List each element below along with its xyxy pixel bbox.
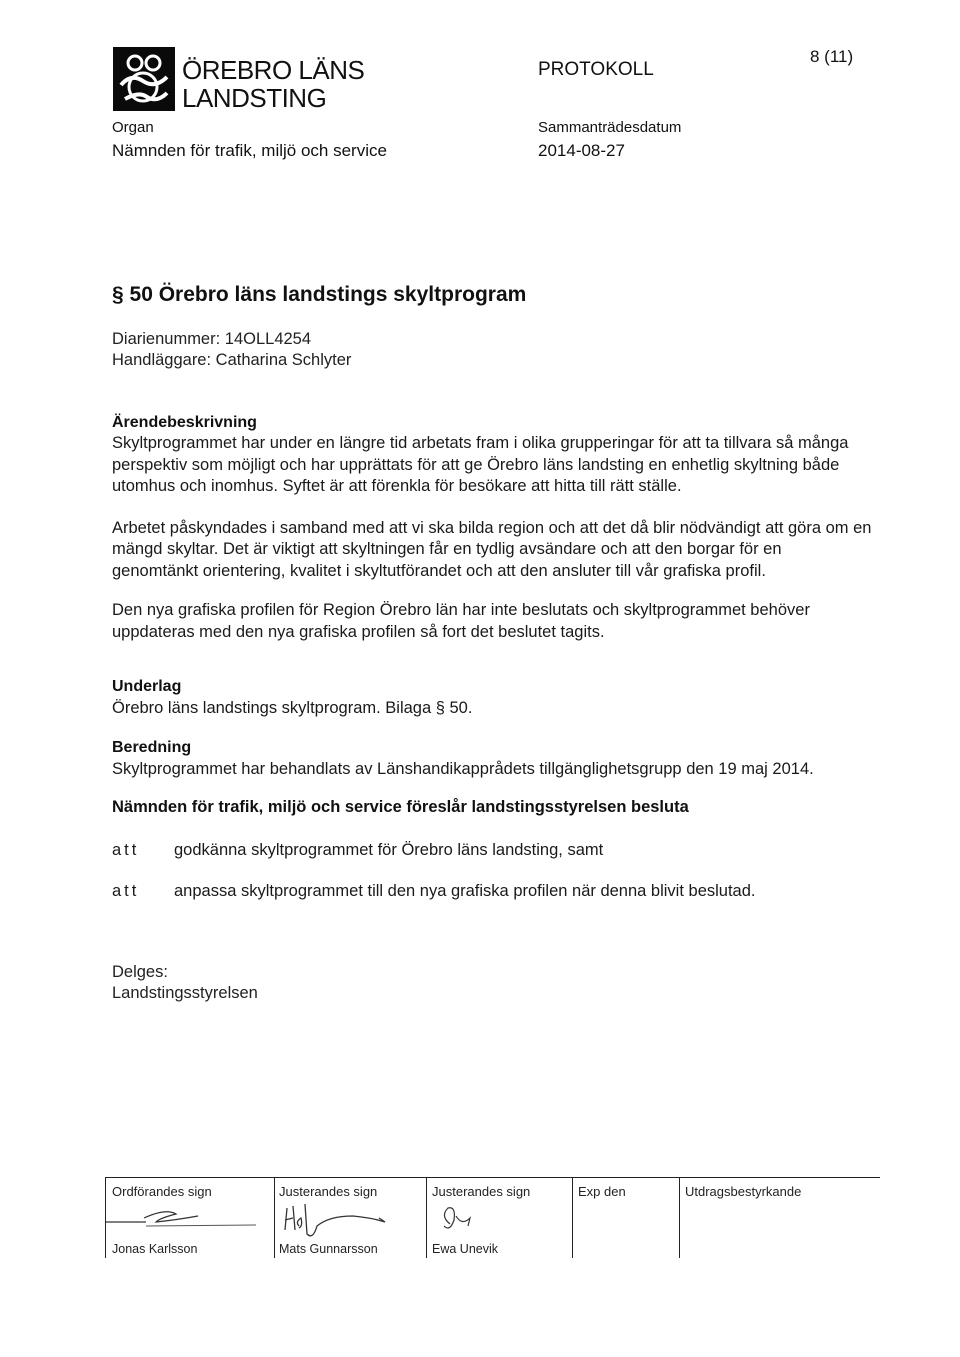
diarienummer: Diarienummer: 14OLL4254 — [112, 330, 312, 348]
organ-value: Nämnden för trafik, miljö och service — [112, 141, 387, 160]
logo-wordmark — [182, 56, 364, 112]
signature-scribble-icon — [106, 1196, 274, 1236]
signature-scribble-icon — [426, 1196, 572, 1240]
signature-cell-justerande-1 — [273, 1178, 427, 1258]
underlag-text: Örebro läns landstings skyltprogram. Bilaga § 50. — [112, 699, 473, 717]
signature-table — [105, 1177, 880, 1258]
signature-cell-exp — [572, 1178, 680, 1258]
decision-item-key: att — [112, 841, 140, 859]
arendebeskrivning-body — [112, 433, 872, 659]
exp-den-label: Exp den — [578, 1184, 626, 1199]
paragraph-2: Arbetet påskyndades i samband med att vi ska bilda region och att det då blir nödvändigt att göra om en mängd skyltar. Det är viktigt att skyltningen får en tydlig avsändare och att den borgar för en genomtänkt orientering, kvalitet i skyltutförandet och att den ansluter till vår grafiska profil. — [112, 518, 872, 580]
logo-line-2: LANDSTING — [182, 83, 327, 113]
organ-label: Organ — [112, 119, 154, 136]
signature-scribble-icon — [273, 1196, 426, 1240]
signature-cell-utdrag — [679, 1178, 879, 1258]
paragraph-1: Skyltprogrammet har under en längre tid arbetats fram i olika grupperingar för att ta tillvara så många perspektiv som möjligt och har upprättats för att ge Örebro läns landsting en enhetlig skyltning både utomhus och inomhus. Syftet är att förenkla för besökare att hitta till rätt ställe. — [112, 434, 849, 495]
underlag-heading: Underlag — [112, 678, 182, 695]
handlaggare: Handläggare: Catharina Schlyter — [112, 351, 352, 369]
justerande-2-name: Ewa Unevik — [432, 1242, 498, 1256]
justerande-2-sign-label: Justerandes sign — [432, 1184, 531, 1199]
decision-item-text: anpassa skyltprogrammet till den nya grafiska profilen när denna blivit beslutad. — [174, 882, 756, 900]
signature-cell-justerande-2 — [426, 1178, 573, 1258]
justerande-1-sign-label: Justerandes sign — [279, 1184, 378, 1199]
logo-line-1: ÖREBRO LÄNS — [182, 55, 365, 85]
section-title: § 50 Örebro läns landstings skyltprogram — [112, 283, 527, 306]
page-number: 8 (11) — [810, 47, 854, 66]
ordforande-name: Jonas Karlsson — [112, 1242, 198, 1256]
decision-item — [112, 882, 755, 901]
decision-item-key: att — [112, 882, 140, 900]
utdragsbestyrkande-label: Utdragsbestyrkande — [685, 1184, 802, 1199]
date-value: 2014-08-27 — [538, 141, 625, 160]
beredning-text: Skyltprogrammet har behandlats av Länshandikapprådets tillgänglighetsgrupp den 19 maj 2014. — [112, 760, 814, 778]
signature-cell-ordforande — [105, 1178, 275, 1258]
decision-item — [112, 841, 603, 860]
decision-title: Nämnden för trafik, miljö och service föreslår landstingsstyrelsen besluta — [112, 798, 689, 816]
date-label: Sammanträdesdatum — [538, 119, 682, 136]
delges-label: Delges: — [112, 963, 168, 981]
arendebeskrivning-heading: Ärendebeskrivning — [112, 414, 257, 431]
ordforande-sign-label: Ordförandes sign — [112, 1184, 212, 1199]
document-type: PROTOKOLL — [538, 59, 654, 80]
landsting-logo-icon — [113, 47, 175, 111]
delges-recipient: Landstingsstyrelsen — [112, 984, 258, 1002]
paragraph-3: Den nya grafiska profilen för Region Örebro län har inte beslutats och skyltprogrammet behöver uppdateras med den nya grafiska profilen så fort det beslutet tagits. — [112, 601, 810, 641]
decision-item-text: godkänna skyltprogrammet för Örebro läns landsting, samt — [174, 841, 604, 859]
justerande-1-name: Mats Gunnarsson — [279, 1242, 378, 1256]
beredning-heading: Beredning — [112, 739, 192, 756]
